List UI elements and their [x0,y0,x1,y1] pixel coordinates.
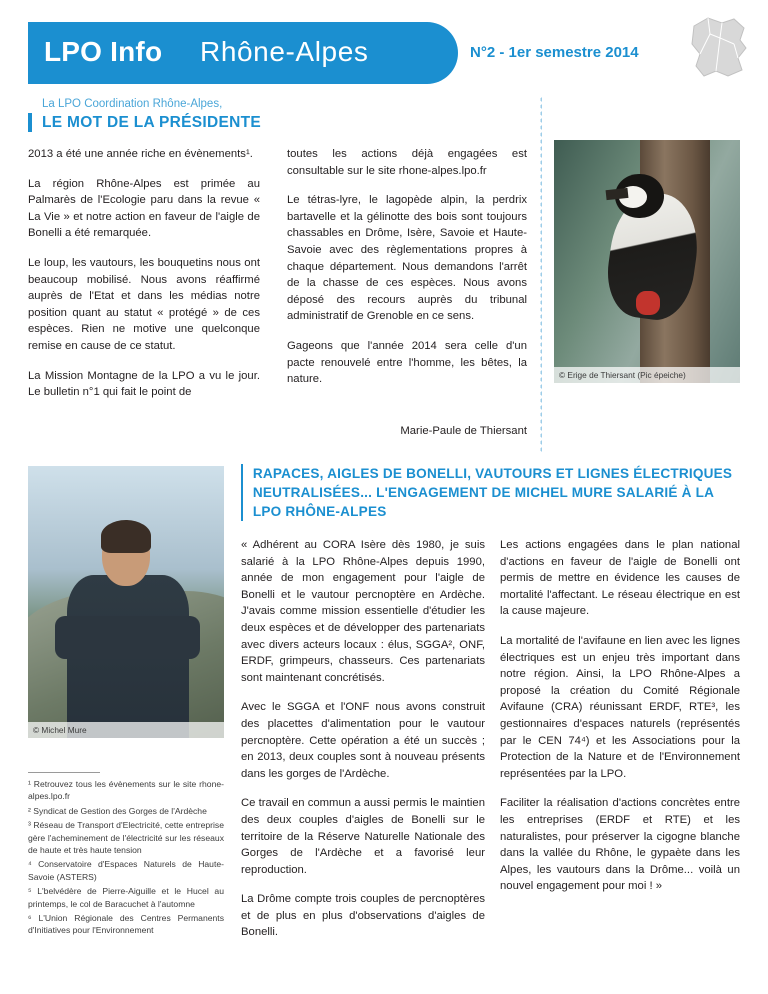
pic-epeiche-photo [554,140,740,383]
footnote-item: ² Syndicat de Gestion des Gorges de l'Ardèche [28,805,207,816]
article-column-1 [241,537,485,954]
article-heading-block [241,464,741,521]
region-map-icon [684,14,754,82]
paragraph: Les actions engagées dans le plan national d'actions en faveur de l'aigle de Bonelli ont permis de mettre en évidence les causes de mortalité l'affectant. Le réseau électrique en est la cause majeure. [500,539,740,618]
photo-credit: © Erige de Thiersant (Pic épeiche) [554,367,740,383]
paragraph: La Drôme compte trois couples de percnoptères et de plus en plus d'observations d'aigles de Bonelli. [241,893,485,939]
person-arms [55,616,200,660]
article-column-2 [500,537,740,908]
bird-beak [606,187,629,199]
bird-red-patch [636,291,660,315]
footnote-item: ⁵ L'belvédère de Pierre-Aiguille et le Hucel au printemps, le col de Baracuchet à l'automne [28,886,224,909]
paragraph: Avec le SGGA et l'ONF nous avons construit des placettes d'alimentation pour le vautour percnoptère. Cette opération a été un succès ; en 2013, deux couples sont à nouveau présents dans les gorges de l'Ardèche. [241,701,485,780]
footnote-divider [28,772,100,773]
masthead-band [28,22,458,84]
dotted-separator [540,96,542,452]
footnote-item: ³ Réseau de Transport d'Electricité, cette entreprise gère l'acheminement de l'électricité sur les réseaux de haute et très haute tension [28,820,224,856]
heading-accent-bar [241,464,243,521]
editorial-kicker: La LPO Coordination Rhône-Alpes, [42,98,223,110]
paragraph: Gageons que l'année 2014 sera celle d'un pacte renouvelé entre l'homme, les bêtes, la nature. [287,339,527,386]
paragraph: La mortalité de l'avifaune en lien avec les lignes électriques est un enjeu très important dans notre région. Ainsi, la LPO Rhône-Alpes a proposé la création du Comité Régionale Avifaune (CRA) réunissant ERDF, RTE³, les gestionnaires d'espaces naturels (représentés par le CEN 74⁴) et les Associations pour la Protection de la Nature et de l'Environnement représentées par la LPO. [500,634,740,780]
person-hair [101,520,152,553]
footnotes-block [28,778,224,939]
editorial-column-1 [28,146,260,414]
paragraph: Le tétras-lyre, le lagopède alpin, la perdrix bartavelle et la gélinotte des bois sont toujours chassables en Drôme, Isère, Savoie et Haute-Savoie avec des règlementations propres à chaque département. Nous demandons l'arrêt de la chasse de ces espèces. Nous avons déposé des recours auprès du tribunal administratif de Grenoble en ce sens. [287,194,527,323]
footnote-item: ⁴ Conservatoire d'Espaces Naturels de Haute-Savoie (ASTERS) [28,859,224,882]
article-heading: RAPACES, AIGLES DE BONELLI, VAUTOURS ET LIGNES ÉLECTRIQUES NEUTRALISÉES... L'ENGAGEMENT DE MICHEL MURE SALARIÉ À LA LPO RHÔNE-ALPES [252,466,733,519]
editorial-column-2 [287,146,527,401]
footnote-item: ¹ Retrouvez tous les évènements sur le site rhone-alpes.lpo.fr [28,779,224,802]
publication-region: Rhône-Alpes [200,36,369,67]
paragraph: La région Rhône-Alpes est primée au Palmarès de l'Ecologie paru dans la revue « La Vie » et notre action en faveur de l'aigle de Bonelli a été remarquée. [28,177,260,240]
issue-label: N°2 - 1er semestre 2014 [470,44,639,61]
footnote-item: ⁶ L'Union Régionale des Centres Permanents d'Initiatives pour l'Environnement [28,913,224,936]
paragraph: « Adhérent au CORA Isère dès 1980, je suis salarié à la LPO Rhône-Alpes depuis 1990, année de mon engagement pour l'aigle de Bonelli et le vautour percnoptère en Ardèche. J'avais comme mission essentielle d'étudier les deux espèces et de développer des partenariats avec divers acteurs locaux : élus, SGGA², ONF, ERDF, grimpeurs, chasseurs. Ces partenariats sont maintenant concrétisés. [241,539,485,684]
paragraph: Le loup, les vautours, les bouquetins nous ont beaucoup mobilisé. Nous avons réaffirmé auprès de l'Etat et dans les médias notre position quant au statut « protégé » de ces espèces. Rien ne motive une quelconque remise en cause de ce statut. [28,256,260,352]
editorial-signature: Marie-Paule de Thiersant [400,425,527,437]
paragraph: toutes les actions déjà engagées est consultable sur le site rhone-alpes.lpo.fr [287,148,527,177]
photo-credit: © Michel Mure [28,722,224,738]
paragraph: 2013 a été une année riche en évènements¹. [28,148,253,160]
paragraph: La Mission Montagne de la LPO a vu le jour. Le bulletin n°1 qui fait le point de [28,369,260,399]
page-header [0,0,768,92]
editorial-heading: LE MOT DE LA PRÉSIDENTE [42,114,262,131]
paragraph: Ce travail en commun a aussi permis le maintien des deux couples d'aigles de Bonelli sur le territoire de la Réserve Naturelle Nationale des Gorges de l'Ardèche et a favorisé leur reproduction. [241,797,485,876]
heading-accent-bar [28,113,32,132]
publication-title: LPO Info [44,36,163,67]
paragraph: Faciliter la réalisation d'actions concrètes entre les entreprises (ERDF et RTE) et les naturalistes, pour préserver la cigogne blanche dans la vallée du Rhône, le gypaète dans les Alpes, les vautours dans la Drôme... voilà un nouvel engagement pour moi ! » [500,797,740,893]
editorial-heading-block [28,98,508,132]
michel-mure-portrait [28,466,224,738]
